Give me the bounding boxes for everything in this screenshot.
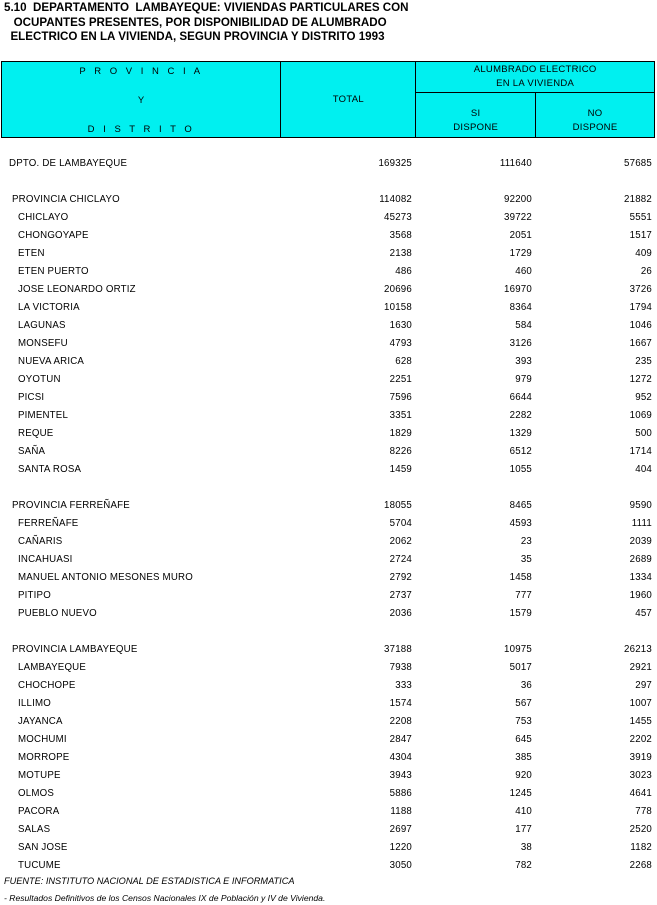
total-cell: 2062 [389,536,412,547]
si-dispone-cell: 1458 [509,572,532,583]
si-dispone-cell: 460 [515,266,532,277]
district-row [0,336,657,354]
no-dispone-cell: 778 [635,806,652,817]
no-dispone-cell: 3919 [629,752,652,763]
header-no: NO [587,108,603,119]
district-row [0,588,657,606]
row-label: DPTO. DE LAMBAYEQUE [9,158,128,169]
no-dispone-cell: 1046 [629,320,652,331]
row-label: SANTA ROSA [18,464,82,475]
total-cell: 3943 [389,770,412,781]
row-label: MORROPE [18,752,70,763]
no-dispone-cell: 21882 [624,194,652,205]
header-alumbrado-line1: ALUMBRADO ELECTRICO [473,64,597,75]
row-label: PACORA [18,806,60,817]
si-dispone-cell: 38 [520,842,532,853]
si-dispone-cell: 393 [515,356,532,367]
total-cell: 3351 [389,410,412,421]
total-cell: 3050 [389,860,412,871]
total-cell: 5886 [389,788,412,799]
row-label: PICSI [18,392,45,403]
row-label: PUEBLO NUEVO [18,608,97,619]
total-cell: 4304 [389,752,412,763]
no-dispone-cell: 1794 [629,302,652,313]
no-dispone-cell: 5551 [629,212,652,223]
row-label: INCAHUASI [18,554,73,565]
row-label: PROVINCIA CHICLAYO [12,194,120,205]
total-cell: 45273 [384,212,412,223]
district-row [0,660,657,678]
si-dispone-cell: 1245 [509,788,532,799]
total-cell: 2724 [389,554,412,565]
row-label: ETEN [18,248,45,259]
row-label: CAÑARIS [18,536,63,547]
total-cell: 2036 [389,608,412,619]
district-row [0,408,657,426]
no-dispone-cell: 3023 [629,770,652,781]
spacer-row [0,174,657,192]
si-dispone-cell: 2282 [509,410,532,421]
district-row [0,804,657,822]
row-label: JOSE LEONARDO ORTIZ [18,284,136,295]
province-row [0,642,657,660]
si-dispone-cell: 385 [515,752,532,763]
total-cell: 333 [395,680,412,691]
total-cell: 8226 [389,446,412,457]
province-row [0,192,657,210]
district-row [0,570,657,588]
si-dispone-cell: 16970 [504,284,532,295]
total-cell: 10158 [384,302,412,313]
si-dispone-cell: 92200 [504,194,532,205]
row-label: CHOCHOPE [18,680,76,691]
header-alumbrado-line2: EN LA VIVIENDA [496,78,575,89]
row-label: ILLIMO [18,698,51,709]
total-cell: 1574 [389,698,412,709]
row-label: OYOTUN [18,374,61,385]
no-dispone-cell: 1714 [629,446,652,457]
si-dispone-cell: 777 [515,590,532,601]
spacer-row [0,624,657,642]
district-row [0,858,657,876]
title-line: OCUPANTES PRESENTES, POR DISPONIBILIDAD DE ALUMBRADO [4,15,387,29]
total-cell: 1188 [390,806,412,817]
no-dispone-cell: 1007 [629,698,652,709]
row-label: MOTUPE [18,770,61,781]
row-label: PITIPO [18,590,51,601]
header-si: SI [470,108,481,119]
no-dispone-cell: 2268 [629,860,652,871]
si-dispone-cell: 5017 [509,662,532,673]
row-label: PIMENTEL [18,410,69,421]
district-row [0,786,657,804]
header-no-dispone [536,93,655,138]
total-cell: 1829 [389,428,412,439]
header-provincia: P R O V I N C I A [79,66,204,77]
district-row [0,372,657,390]
total-cell: 1630 [389,320,412,331]
no-dispone-cell: 1069 [629,410,652,421]
total-cell: 2737 [389,590,412,601]
no-dispone-cell: 26213 [624,644,652,655]
no-dispone-cell: 297 [635,680,652,691]
district-row [0,606,657,624]
no-dispone-cell: 26 [640,266,652,277]
header-y: Y [137,95,145,106]
total-cell: 2847 [389,734,412,745]
no-dispone-cell: 2039 [629,536,652,547]
no-dispone-cell: 1667 [629,338,652,349]
total-cell: 169325 [378,158,412,169]
total-cell: 5704 [389,518,412,529]
si-dispone-cell: 111640 [499,158,532,169]
row-label: JAYANCA [18,716,63,727]
si-dispone-cell: 1055 [509,464,532,475]
si-dispone-cell: 8364 [509,302,532,313]
no-dispone-cell: 2921 [629,662,652,673]
district-row [0,714,657,732]
district-row [0,282,657,300]
row-label: SALAS [18,824,51,835]
district-row [0,354,657,372]
row-label: PROVINCIA FERREÑAFE [12,500,130,511]
header-si-dispone-label: DISPONE [453,122,499,133]
provincia-distrito-header [2,62,281,138]
row-label: NUEVA ARICA [18,356,85,367]
total-cell: 20696 [384,284,412,295]
si-dispone-cell: 584 [515,320,532,331]
si-dispone-cell: 920 [515,770,532,781]
total-cell: 486 [395,266,412,277]
header-si-dispone [416,93,536,138]
no-dispone-cell: 952 [635,392,652,403]
si-dispone-cell: 1329 [509,428,532,439]
district-row [0,534,657,552]
table-body [0,156,657,876]
si-dispone-cell: 1729 [509,248,532,259]
si-dispone-cell: 979 [515,374,532,385]
no-dispone-cell: 2520 [629,824,652,835]
si-dispone-cell: 410 [515,806,532,817]
si-dispone-cell: 567 [515,698,532,709]
total-cell: 628 [395,356,412,367]
no-dispone-cell: 235 [635,356,652,367]
total-cell: 37188 [384,644,412,655]
district-row [0,696,657,714]
no-dispone-cell: 1334 [629,572,652,583]
no-dispone-cell: 1517 [629,230,652,241]
total-cell: 7938 [389,662,412,673]
total-cell: 4793 [389,338,412,349]
total-cell: 2208 [389,716,412,727]
header-no-dispone-label: DISPONE [572,122,618,133]
si-dispone-cell: 1579 [509,608,532,619]
no-dispone-cell: 2202 [629,734,652,745]
no-dispone-cell: 1455 [629,716,652,727]
row-label: TUCUME [18,860,61,871]
row-label: MONSEFU [18,338,68,349]
header-total: TOTAL [281,62,416,138]
district-row [0,444,657,462]
no-dispone-cell: 500 [635,428,652,439]
district-row [0,300,657,318]
spacer-row [0,480,657,498]
row-label: LAGUNAS [18,320,66,331]
si-dispone-cell: 23 [520,536,532,547]
district-row [0,840,657,858]
total-cell: 2251 [389,374,412,385]
row-label: PROVINCIA LAMBAYEQUE [12,644,138,655]
si-dispone-cell: 753 [515,716,532,727]
district-row [0,822,657,840]
total-cell: 2138 [389,248,412,259]
total-cell: 2792 [389,572,412,583]
no-dispone-cell: 1960 [629,590,652,601]
si-dispone-cell: 2051 [509,230,532,241]
si-dispone-cell: 10975 [504,644,532,655]
no-dispone-cell: 1182 [630,842,652,853]
no-dispone-cell: 1272 [629,374,652,385]
district-row [0,390,657,408]
title-line: 5.10 DEPARTAMENTO LAMBAYEQUE: VIVIENDAS PARTICULARES CON [4,1,409,14]
district-row [0,768,657,786]
header-alumbrado [416,62,655,93]
si-dispone-cell: 177 [515,824,532,835]
district-row [0,228,657,246]
si-dispone-cell: 8465 [509,500,532,511]
total-cell: 114082 [379,194,412,205]
si-dispone-cell: 6512 [509,446,532,457]
total-cell: 1459 [389,464,412,475]
district-row [0,552,657,570]
row-label: LA VICTORIA [18,302,80,313]
total-cell: 1220 [389,842,412,853]
district-row [0,318,657,336]
district-row [0,246,657,264]
si-dispone-cell: 782 [515,860,532,871]
district-row [0,210,657,228]
row-label: REQUE [18,428,54,439]
header-distrito: D I S T R I T O [87,124,195,135]
row-label: MOCHUMI [18,734,67,745]
row-label: MANUEL ANTONIO MESONES MURO [18,572,193,583]
no-dispone-cell: 3726 [629,284,652,295]
si-dispone-cell: 35 [520,554,532,565]
row-label: ETEN PUERTO [18,266,89,277]
row-label: SAÑA [18,446,46,457]
total-cell: 18055 [384,500,412,511]
district-row [0,516,657,534]
district-row [0,732,657,750]
si-dispone-cell: 39722 [504,212,532,223]
si-dispone-cell: 4593 [509,518,532,529]
district-row [0,678,657,696]
row-label: FERREÑAFE [18,518,79,529]
no-dispone-cell: 457 [635,608,652,619]
footer-note: - Resultados Definitivos de los Censos Nacionales IX de Población y IV de Vivienda. [4,893,326,903]
province-row [0,498,657,516]
row-label: SAN JOSE [18,842,68,853]
table-header [1,61,655,138]
no-dispone-cell: 57685 [624,158,652,169]
no-dispone-cell: 404 [635,464,652,475]
row-label: CHICLAYO [18,212,69,223]
row-label: LAMBAYEQUE [18,662,87,673]
table-title [4,1,654,45]
district-row [0,462,657,480]
no-dispone-cell: 4641 [629,788,652,799]
si-dispone-cell: 36 [520,680,532,691]
district-row [0,426,657,444]
total-cell: 7596 [389,392,412,403]
row-label: OLMOS [18,788,54,799]
row-label: CHONGOYAPE [18,230,89,241]
no-dispone-cell: 9590 [629,500,652,511]
total-cell: 3568 [389,230,412,241]
district-row [0,264,657,282]
district-row [0,750,657,768]
no-dispone-cell: 1111 [631,518,652,529]
total-cell: 2697 [389,824,412,835]
department-row [0,156,657,174]
no-dispone-cell: 409 [635,248,652,259]
si-dispone-cell: 645 [515,734,532,745]
footer-source: FUENTE: INSTITUTO NACIONAL DE ESTADISTICA E INFORMATICA [4,876,295,886]
no-dispone-cell: 2689 [629,554,652,565]
title-line: ELECTRICO EN LA VIVIENDA, SEGUN PROVINCIA Y DISTRITO 1993 [4,30,385,43]
si-dispone-cell: 3126 [509,338,532,349]
si-dispone-cell: 6644 [509,392,532,403]
